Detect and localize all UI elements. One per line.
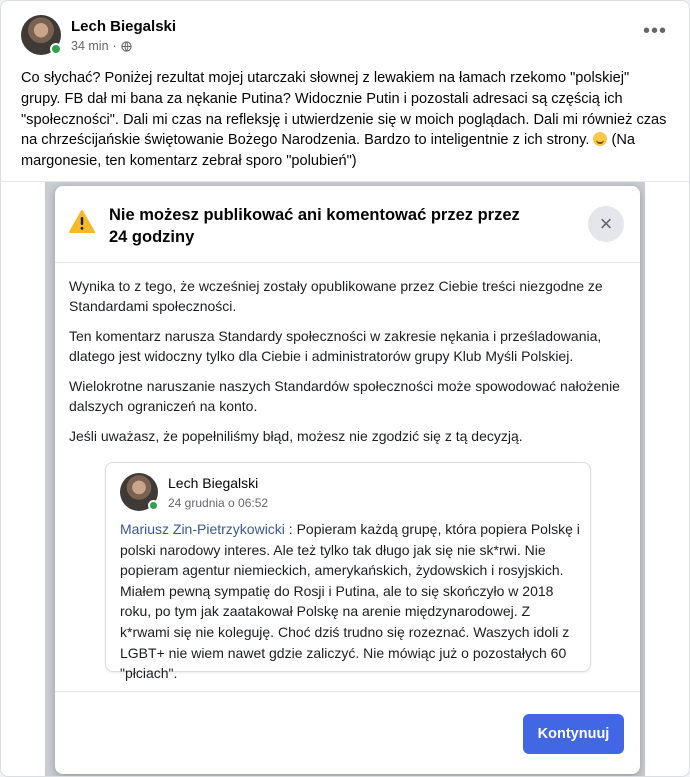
attached-screenshot[interactable] [1, 181, 690, 777]
dialog-header [55, 186, 640, 264]
post-text [21, 68, 671, 172]
post-header [21, 15, 675, 59]
dialog-paragraph: Ten komentarz narusza Standardy społeczności w zakresie nękania i prześladowania, dlatego jest widoczny tylko dla Ciebie i administratorów grupy Klub Myśli Polskiej. [69, 328, 602, 364]
close-button[interactable] [588, 206, 624, 242]
continue-button[interactable]: Kontynuuj [523, 714, 624, 754]
dialog-paragraph[interactable]: Jeśli uważasz, że popełniliśmy błąd, możesz nie zgodzić się z tą decyzją. [69, 428, 523, 444]
grin-emoji-icon [593, 132, 607, 146]
online-status-indicator [148, 500, 159, 511]
comment-author-name[interactable]: Lech Biegalski [168, 475, 259, 491]
post-body: Co słychać? Poniżej rezultat mojej utarczaki słownej z lewakiem na łamach rzekomo "polskiej" grupy. FB dał mi bana za nękanie Putina? Widocznie Putin i pozostali adresaci są częścią ich "społeczności". Dali mi czas na refleksję i utwierdzenie się w moich poglądach. Dali mi również czas na chrześcijańskie świętowanie Bożego Narodzenia. Bardzo to inteligentnie z ich strony. [21, 70, 667, 149]
dialog-divider [55, 262, 640, 263]
post-meta [71, 39, 132, 53]
dialog-footer-divider [55, 691, 640, 692]
warning-icon [69, 210, 95, 234]
author-avatar[interactable] [21, 15, 61, 55]
dialog-paragraph: Wynika to z tego, że wcześniej zostały opublikowane przez Ciebie treści niezgodne ze Standardami społeczności. [69, 278, 603, 314]
restriction-dialog [55, 186, 640, 774]
comment-text [120, 519, 582, 684]
comment-date: 24 grudnia o 06:52 [168, 496, 269, 510]
comment-author-avatar[interactable] [120, 473, 158, 511]
post-author-name[interactable]: Lech Biegalski [71, 18, 177, 35]
quoted-comment [105, 462, 591, 682]
dialog-body [69, 276, 624, 456]
globe-icon[interactable] [121, 41, 132, 52]
mention-link[interactable]: Mariusz Zin-Pietrzykowicki [120, 521, 285, 537]
more-options-button[interactable]: ••• [642, 20, 667, 42]
close-icon: × [599, 211, 613, 236]
dialog-title: Nie możesz publikować ani komentować przez przez 24 godziny [109, 206, 520, 246]
dialog-paragraph: Wielokrotne naruszanie naszych Standardów społeczności może spowodować nałożenie dalszych ograniczeń na konto. [69, 378, 620, 414]
comment-body: : Popieram każdą grupę, która popiera Polskę i polski narodowy interes. Ale też tylko tak długo jak się nie sk*rwi. Nie popieram agentur niemieckich, amerykańskich, żydowskich i rosyjskich. Miałem pewną sympatię do Rosji i Putina, ale to się skończyło w 2018 roku, po tym jak zaatakował Polskę na arenie międzynarodowej. Z k*rwami się nie koleguję. Choć dziś trudno się rozeznać. Waszych idoli z LGBT+ nie wiem nawet gdzie zaliczyć. Nie mówiąc już o pozostałych 60 "płciach". [120, 521, 580, 682]
post-timestamp[interactable]: 34 min [71, 39, 109, 53]
meta-separator: · [112, 39, 117, 53]
post-body-note: (Na margonesie, ten komentarz zebrał sporo "polubień") [21, 132, 636, 170]
online-status-indicator [50, 43, 62, 55]
